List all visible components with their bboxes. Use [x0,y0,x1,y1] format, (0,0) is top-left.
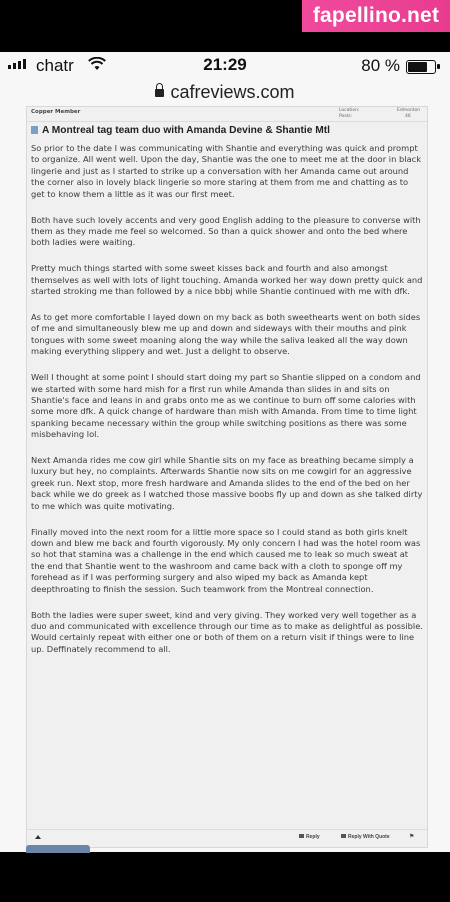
watermark: fapellino.net [302,0,450,32]
address-bar[interactable] [0,80,450,108]
post-paragraph: Both the ladies were super sweet, kind and very giving. They worked very well together as a duo and communicated with excellence through our time as to make as delightful as possible. Would certainly repeat with either one or both of them on a return visit if things were to line up. Deffinately recommend to all. [31,609,423,654]
location-value: Edmonton [397,108,421,113]
forum-post [26,106,428,848]
quote-icon [341,834,346,838]
next-post-tab[interactable] [26,845,90,853]
reply-icon [299,834,304,838]
phone-screen [0,52,450,852]
post-footer [27,829,427,846]
scroll-up-icon[interactable] [35,835,41,839]
post-paragraph: Well I thought at some point I should start doing my part so Shantie slipped on a condom and we started with some hard mish for a first run while Amanda than slides in and sits on Shantie's face and leans in and grabs onto me as we continue to burn off some calories with some more dfk. A quick change of hardware than mish with Amanda. From time to time light spanking became necessary within the group while switching positions as there was some misbehaving lol. [31,372,421,440]
url-text: cafreviews.com [170,82,295,102]
post-title [31,125,423,136]
posts-label: Posts: [339,114,353,119]
post-paragraph: Both have such lovely accents and very good English adding to the pleasure to converse with them as they made me feel so welcomed. So than a quick shower and onto the bed where both ladies were waiting. [31,214,421,248]
post-paragraph: So prior to the date I was communicating with Shantie and everything was quick and prompt to organize. All went well. Upon the day, Shantie was the one to meet me at the door in black lingerie and just as I started to strike up a conversation with her Amanda came out around the corner also in lovely black lingerie so more staring at them from me and chatting as to get to know them a little as it was our first meet. [31,143,422,199]
report-icon[interactable]: ⚑ [409,834,415,840]
battery-icon [406,60,436,74]
reply-button[interactable]: Reply [299,834,320,840]
posts-value: 46 [405,114,411,119]
post-title-text: A Montreal tag team duo with Amanda Devine & Shantie Mtl [42,125,330,136]
post-meta [27,107,427,122]
status-bar [0,52,450,82]
post-paragraph: Pretty much things started with some sweet kisses back and fourth and also amongst themselves as well with lots of light touching. Amanda worked her way down pretty quick and started stroking me than followed by a nice bbbj while Shantie continued with me with dfk. [31,263,423,297]
reply-with-quote-button[interactable]: Reply With Quote [341,834,390,840]
post-paragraph: Next Amanda rides me cow girl while Shantie sits on my face as breathing became simply a luxury but hey, no complaints. Afterwards Shantie now sits on me cowgirl for an aggressive greek run. Next stop, more fresh hardware and Amanda slides to the end of the bed on her back while we do greek as I watched those massive boobs fly up and down as she talked dirty to me which was quite motivating. [31,455,423,511]
post-paragraph: Finally moved into the next room for a little more space so I could stand as both girls knelt down and blew me back and fourth vigorously. My only concern I had was the hotel room was so hot that stamina was a challenge in the end which caused me to leak so much sweat at the end that Shantie went to the washroom and came back with a cloth to sponge off my forehead as if I was performing surgery and also wiped my back as Amanda kept deepthroating to finish the session. Such teamwork from the Montreal connection. [31,526,421,594]
clock: 21:29 [203,55,247,74]
document-icon [31,126,38,134]
battery-percent: 80 % [361,56,400,75]
location-label: Location: [339,108,360,113]
carrier-name: chatr [36,56,74,75]
post-paragraph: As to get more comfortable I layed down on my back as both sweethearts went on both sides of me and simultaneously blew me up and down and sideways with their mouths and pink tongues with some sweet moaning along the way while the saliva leaked all the way down making everything slippery and wet. Just a delight to observe. [31,311,421,357]
lock-icon [155,89,164,97]
member-rank: Copper Member [31,109,81,115]
post-body [31,143,423,670]
